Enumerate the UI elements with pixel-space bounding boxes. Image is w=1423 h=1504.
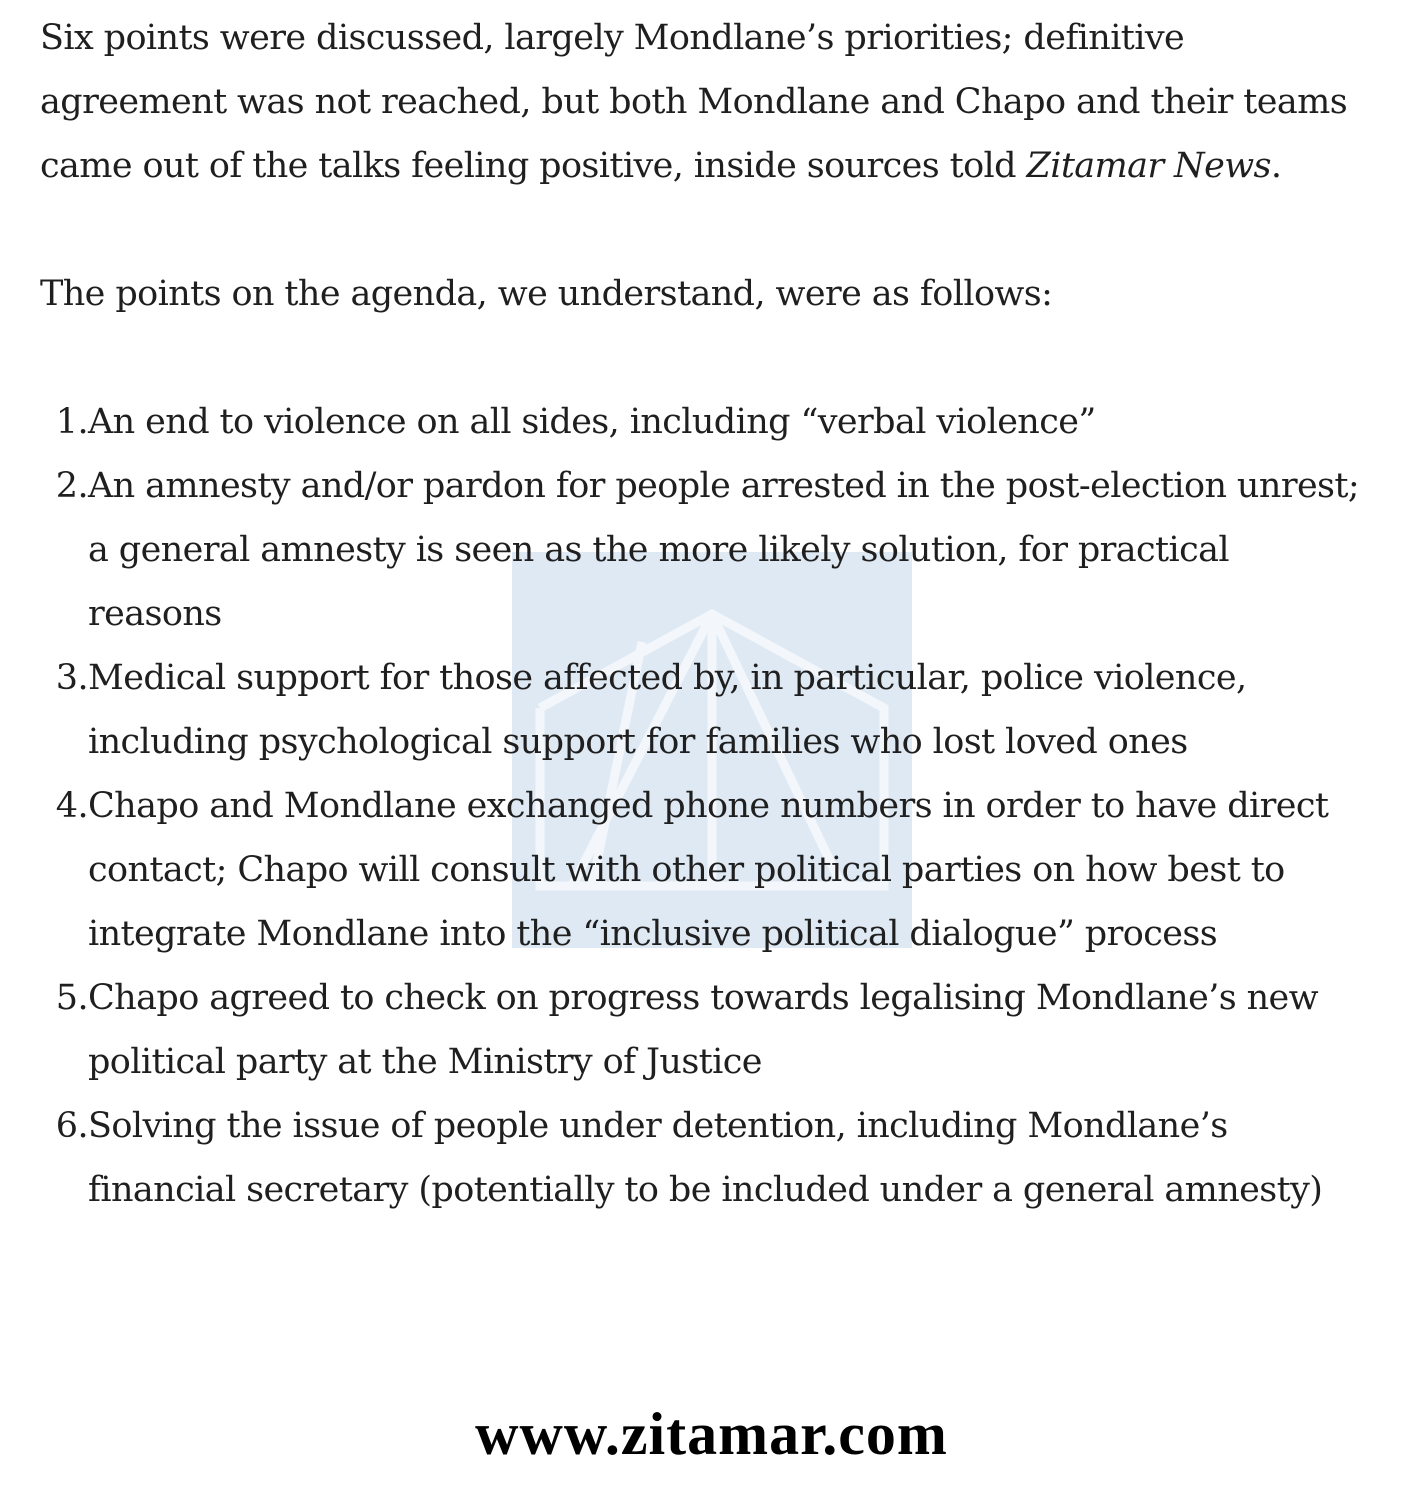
list-item-text: An end to violence on all sides, including “verbal violence” (88, 402, 1096, 442)
list-item-text: Chapo agreed to check on progress towards legalising Mondlane’s new political party at the Ministry of Justice (88, 978, 1319, 1082)
list-item-text: Chapo and Mondlane exchanged phone numbers in order to have direct contact; Chapo will consult with other political parties on how best to integrate Mondlane into the “inclusive political dialogue” process (88, 786, 1329, 954)
list-item (40, 966, 1365, 1094)
list-item-text: Solving the issue of people under detention, including Mondlane’s financial secretary (potentially to be included under a general amnesty) (88, 1106, 1323, 1210)
list-item-number: 5. (55, 978, 88, 1018)
agenda-intro-paragraph: The points on the agenda, we understand, were as follows: (40, 274, 1053, 314)
list-item-number: 6. (55, 1106, 88, 1146)
intro-text: Six points were discussed, largely Mondlane’s priorities; definitive agreement was not reached, but both Mondlane and Chapo and their teams came out of the talks feeling positive, inside sources told (40, 18, 1348, 186)
list-item-number: 2. (55, 466, 88, 506)
list-item (40, 454, 1365, 646)
list-item (40, 646, 1365, 774)
list-item-number: 3. (55, 658, 88, 698)
list-item (40, 1094, 1365, 1222)
list-item-text: Medical support for those affected by, in particular, police violence, including psychological support for families who lost loved ones (88, 658, 1247, 762)
list-item-number: 4. (55, 786, 88, 826)
list-item (40, 774, 1365, 966)
agenda-list (40, 390, 1365, 1222)
list-item-number: 1. (55, 402, 88, 442)
list-item (40, 390, 1365, 454)
list-item-text: An amnesty and/or pardon for people arrested in the post-election unrest; a general amnesty is seen as the more likely solution, for practical reasons (88, 466, 1360, 634)
intro-paragraph (40, 0, 1365, 198)
website-url: www.zitamar.com (475, 1401, 948, 1467)
publication-name: Zitamar News (1026, 146, 1271, 186)
intro-end-punctuation: . (1270, 146, 1282, 186)
